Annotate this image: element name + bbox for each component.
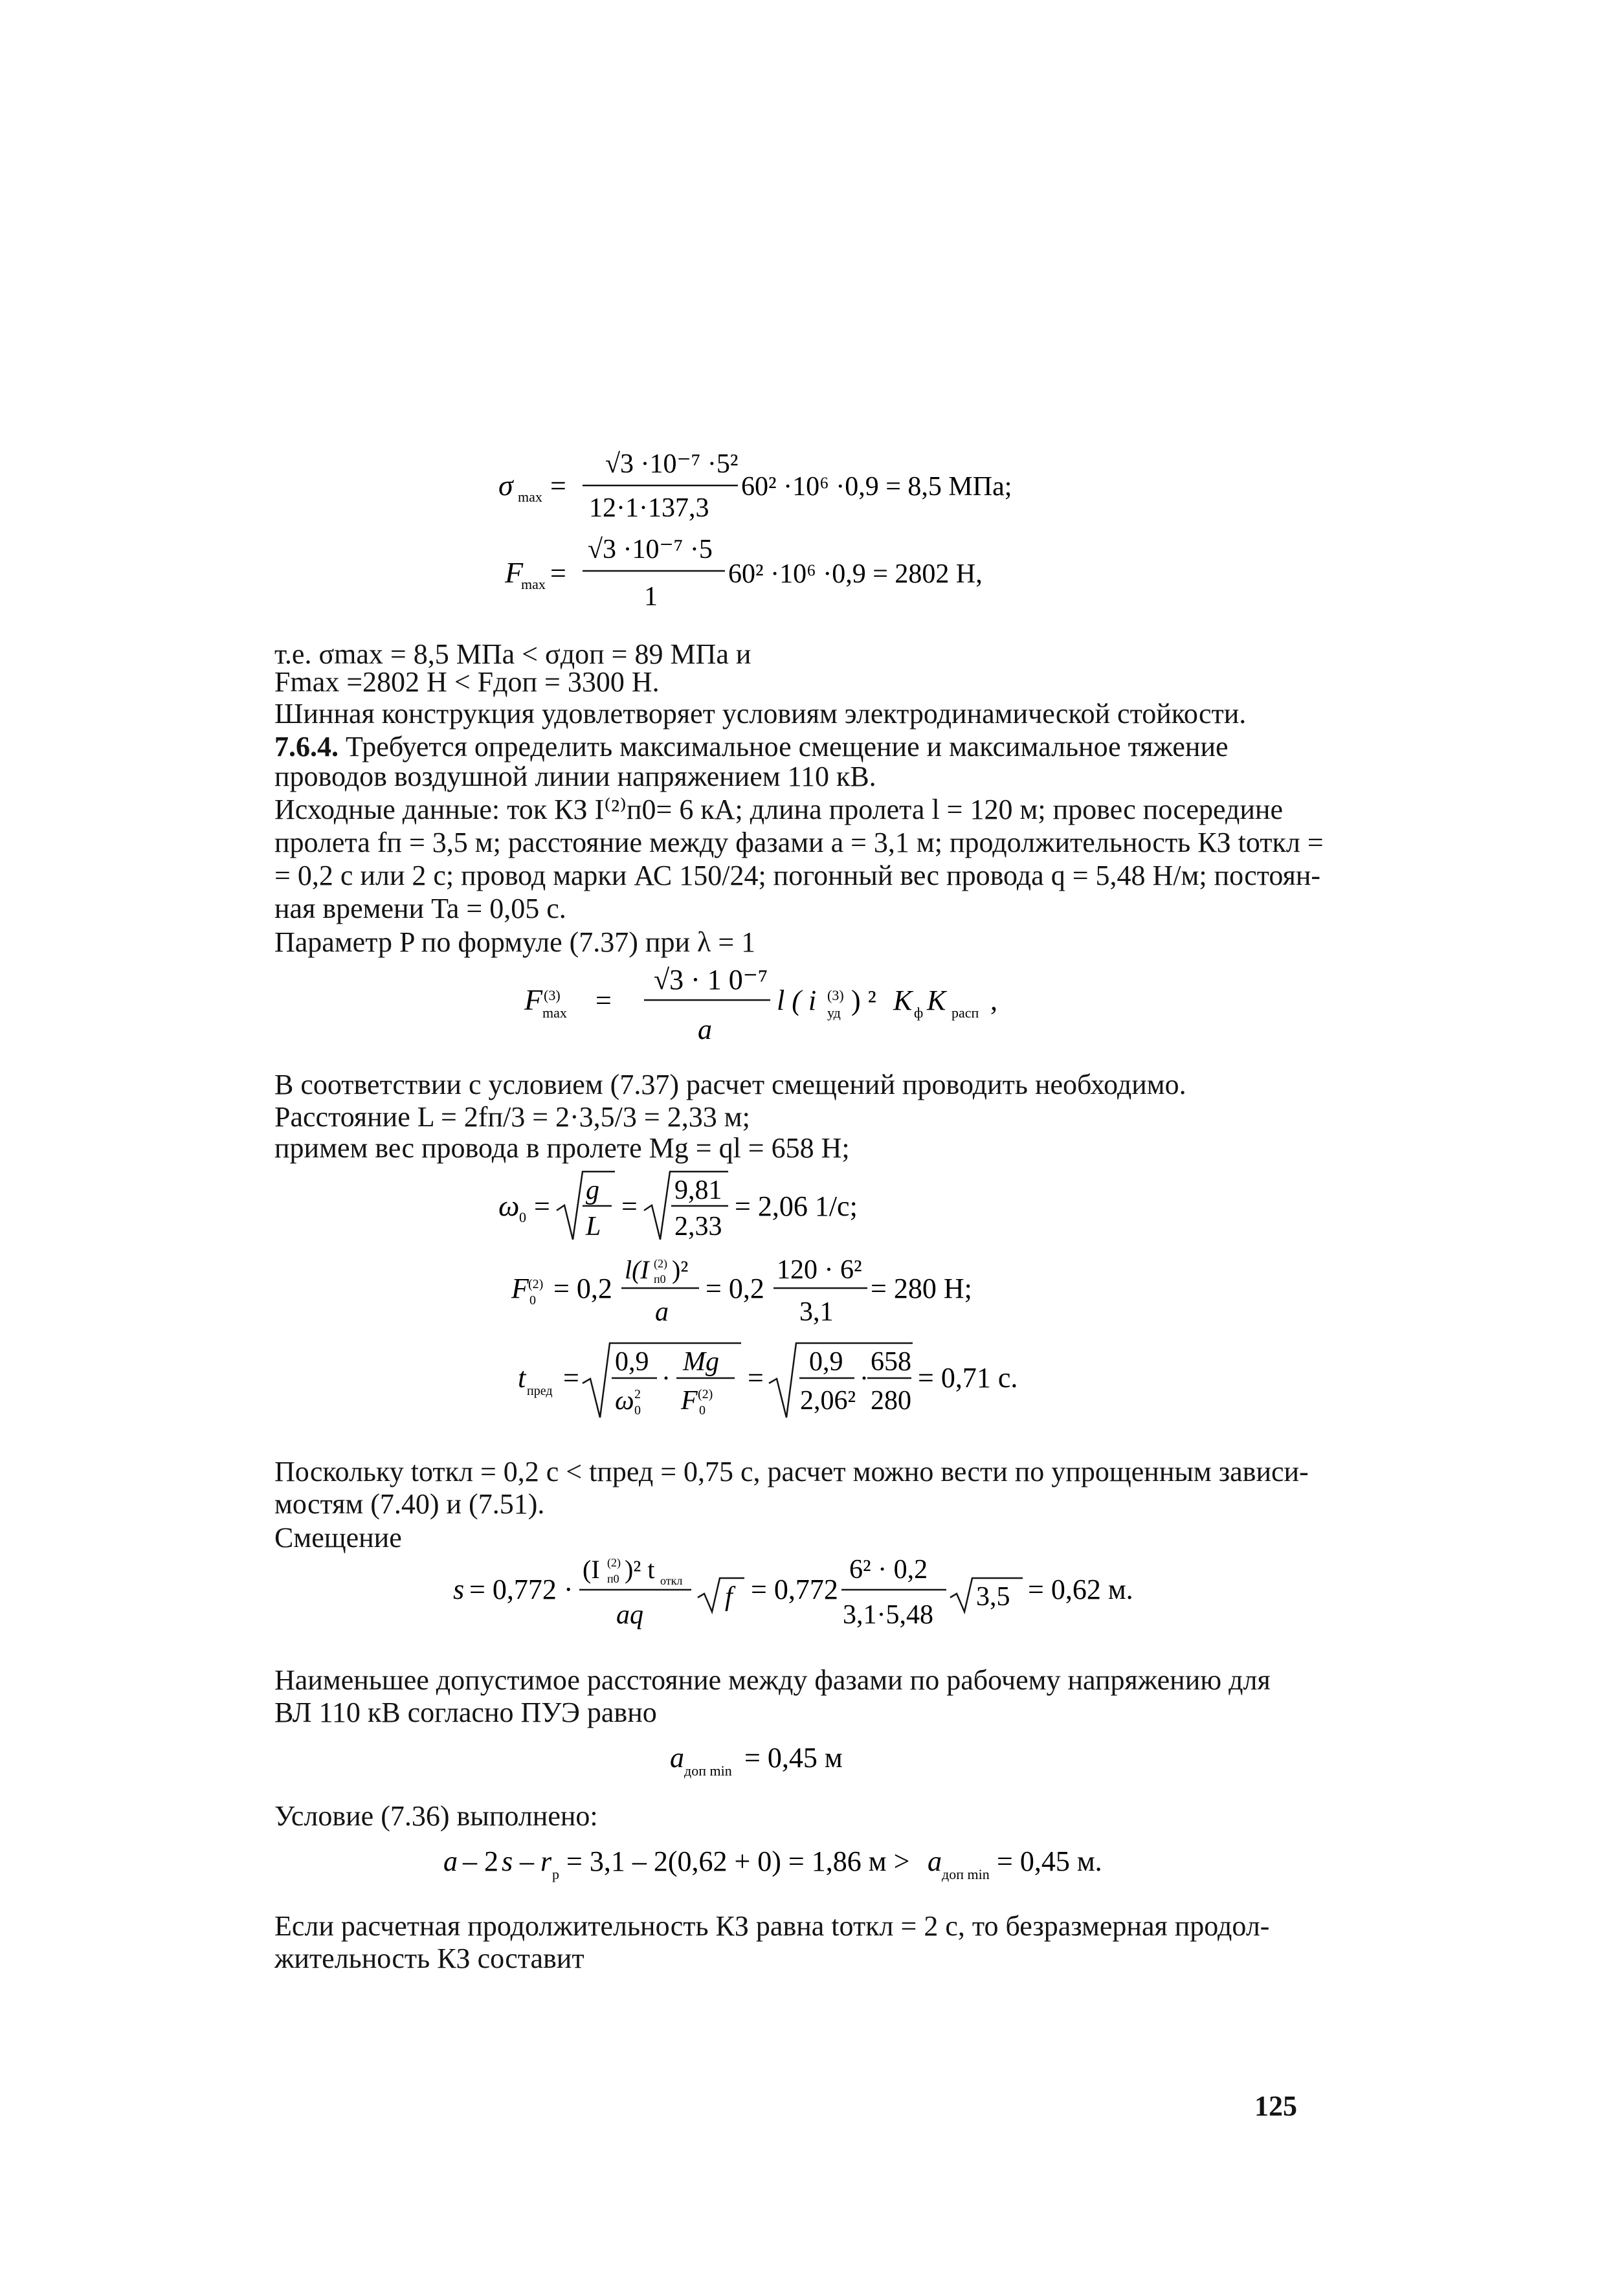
svg-text:= 0,62 м.: = 0,62 м. [1028, 1574, 1133, 1605]
text-line-13: примем вес провода в пролете Mg = ql = 658 Н; [274, 1132, 850, 1164]
svg-text:откл: откл [660, 1574, 683, 1587]
svg-text:max: max [521, 576, 546, 592]
svg-text:r: r [540, 1845, 552, 1877]
text-line-8: = 0,2 с или 2 с; провод марки АС 150/24; погонный вес провода q = 5,48 Н/м; постоян- [274, 860, 1321, 891]
svg-text:Mg: Mg [683, 1347, 719, 1377]
text-line-5: проводов воздушной линии напряжением 110 кВ. [274, 761, 876, 792]
svg-text:3,1·5,48: 3,1·5,48 [843, 1600, 933, 1630]
svg-text:658: 658 [871, 1347, 911, 1377]
svg-text:= 0,2: = 0,2 [553, 1273, 612, 1304]
equation-adop [670, 1738, 929, 1791]
svg-text:s: s [502, 1845, 513, 1877]
svg-text:280: 280 [871, 1386, 911, 1416]
text-line-17: Наименьшее допустимое расстояние между фазами по рабочему напряжению для [274, 1664, 1271, 1696]
text-line-11: В соответствии с условием (7.37) расчет смещений проводить необходимо. [274, 1069, 1186, 1100]
equation-sigma-max [492, 440, 1074, 532]
equation-tpred-svg [511, 1337, 1094, 1427]
text-line-10: Параметр P по формуле (7.37) при λ = 1 [274, 926, 756, 958]
svg-text:=: = [534, 1190, 550, 1222]
section-number: 7.6.4. [274, 731, 339, 763]
svg-text:–: – [520, 1845, 534, 1877]
text-line-15: мостям (7.40) и (7.51). [274, 1488, 545, 1520]
text-line-18: ВЛ 110 кВ согласно ПУЭ равно [274, 1697, 657, 1728]
svg-text:l(I: l(I [625, 1255, 649, 1284]
svg-text:K: K [893, 985, 913, 1016]
svg-text:√3 ·10⁻⁷ ·5²: √3 ·10⁻⁷ ·5² [605, 449, 739, 479]
svg-text:6² · 0,2: 6² · 0,2 [849, 1555, 928, 1585]
svg-text:(2): (2) [607, 1556, 621, 1569]
equation-f0 [511, 1249, 1094, 1341]
svg-text:120 · 6²: 120 · 6² [777, 1255, 862, 1285]
svg-text:·: · [860, 1364, 869, 1394]
svg-text:расп: расп [951, 1005, 979, 1021]
svg-text:р: р [552, 1866, 559, 1882]
text-line-19: Условие (7.36) выполнено: [274, 1800, 598, 1832]
svg-text:пред: пред [527, 1384, 553, 1398]
svg-text:·: · [662, 1364, 671, 1394]
svg-text:2,33: 2,33 [674, 1212, 722, 1242]
svg-text:=: = [595, 985, 612, 1016]
equation-omega0 [492, 1165, 1010, 1257]
text-line-9: ная времени Ta = 0,05 с. [274, 893, 566, 924]
equation-s [453, 1547, 1165, 1645]
text-line-16: Смещение [274, 1522, 402, 1554]
equation-adop-svg [670, 1738, 929, 1783]
svg-text:(2): (2) [698, 1387, 713, 1401]
svg-text:3,1: 3,1 [799, 1297, 834, 1327]
equation-condition-svg [443, 1842, 1220, 1887]
svg-text:t: t [518, 1362, 526, 1394]
equation-tpred [511, 1337, 1094, 1435]
page-number: 125 [1254, 2090, 1297, 2122]
text-line-6: Исходные данные: ток КЗ I⁽²⁾п0= 6 кА; длина пролета l = 120 м; провес посередине [274, 794, 1283, 825]
svg-text:= 0,772: = 0,772 [751, 1574, 838, 1605]
svg-text:L: L [586, 1212, 601, 1242]
svg-text:0: 0 [699, 1403, 706, 1418]
svg-text:0: 0 [519, 1209, 526, 1225]
equation-f-max-svg [492, 524, 1074, 615]
svg-text:) ²: ) ² [851, 985, 876, 1016]
svg-text:(2): (2) [528, 1277, 544, 1291]
svg-text:= 0,71 с.: = 0,71 с. [918, 1362, 1018, 1394]
equation-f3-max [511, 964, 1094, 1063]
svg-text:F: F [505, 556, 524, 589]
equation-omega0-svg [492, 1165, 1010, 1249]
equation-sigma-max-svg [492, 440, 1074, 524]
svg-text:,: , [990, 985, 997, 1016]
svg-text:)² t: )² t [625, 1555, 655, 1584]
svg-text:a: a [670, 1742, 684, 1774]
svg-text:доп min: доп min [684, 1763, 732, 1779]
text-line-4 [274, 730, 1297, 764]
svg-text:F: F [511, 1273, 529, 1304]
svg-text:s: s [453, 1574, 465, 1605]
svg-text:2,06²: 2,06² [800, 1386, 856, 1416]
svg-text:п0: п0 [607, 1572, 619, 1585]
svg-text:1: 1 [644, 582, 658, 612]
svg-text:F: F [524, 983, 543, 1016]
svg-text:9,81: 9,81 [674, 1175, 722, 1205]
svg-text:=: = [621, 1190, 638, 1222]
svg-text:aq: aq [616, 1600, 643, 1630]
svg-text:g: g [586, 1175, 599, 1205]
svg-text:ω: ω [498, 1189, 520, 1222]
svg-text:= 0,772 ·: = 0,772 · [469, 1574, 573, 1605]
svg-text:a: a [443, 1845, 458, 1877]
text-line-1: т.е. σmax = 8,5 МПа < σдоп = 89 МПа и [274, 638, 751, 670]
text-line-7: пролета fп = 3,5 м; расстояние между фазами a = 3,1 м; продолжительность КЗ tоткл = [274, 827, 1324, 858]
equation-f-max [492, 524, 1074, 623]
svg-text:=: = [748, 1362, 764, 1394]
svg-text:12·1·137,3: 12·1·137,3 [589, 493, 709, 523]
svg-text:l ( i: l ( i [777, 985, 817, 1016]
svg-text:3,5: 3,5 [976, 1582, 1010, 1612]
svg-text:= 3,1 – 2(0,62 + 0) = 1,86 м >: = 3,1 – 2(0,62 + 0) = 1,86 м > [566, 1845, 910, 1877]
svg-text:= 0,2: = 0,2 [706, 1273, 764, 1304]
svg-text:=: = [563, 1362, 579, 1394]
svg-text:(3): (3) [544, 987, 561, 1003]
svg-text:0: 0 [634, 1403, 641, 1418]
svg-text:a: a [698, 1014, 712, 1045]
svg-text:2: 2 [634, 1387, 641, 1401]
svg-text:– 2: – 2 [463, 1845, 498, 1877]
svg-text:√3 · 1 0⁻⁷: √3 · 1 0⁻⁷ [654, 964, 768, 996]
svg-text:= 280 Н;: = 280 Н; [871, 1273, 972, 1304]
text-line-14: Поскольку tоткл = 0,2 с < tпред = 0,75 с, расчет можно вести по упрощенным зависи- [274, 1456, 1309, 1487]
svg-text:=: = [550, 470, 566, 502]
svg-text:ф: ф [914, 1005, 924, 1021]
svg-text:(3): (3) [827, 987, 844, 1003]
svg-text:0: 0 [529, 1293, 536, 1308]
svg-text:0,9: 0,9 [809, 1347, 843, 1377]
equation-s-svg [453, 1547, 1165, 1638]
svg-text:a: a [928, 1845, 942, 1877]
svg-text:п0: п0 [654, 1273, 666, 1286]
svg-text:f: f [725, 1582, 733, 1612]
text-line-3: Шинная конструкция удовлетворяет условиям электродинамической стойкости. [274, 698, 1247, 729]
svg-text:= 0,45 м.: = 0,45 м. [997, 1845, 1102, 1877]
equation-f0-svg [511, 1249, 1094, 1333]
svg-text:max: max [542, 1005, 567, 1021]
svg-text:F: F [681, 1386, 698, 1416]
svg-text:60² ·10⁶ ·0,9 = 2802 Н,: 60² ·10⁶ ·0,9 = 2802 Н, [728, 559, 983, 589]
svg-text:)²: )² [672, 1255, 689, 1284]
text-line-2: Fmax =2802 Н < Fдоп = 3300 Н. [274, 666, 660, 698]
svg-text:уд: уд [827, 1005, 841, 1021]
equation-f3-max-svg [511, 964, 1094, 1055]
svg-text:= 2,06 1/с;: = 2,06 1/с; [735, 1190, 858, 1222]
text-line-21: жительность КЗ составит [274, 1943, 584, 1974]
svg-text:доп min: доп min [942, 1866, 990, 1882]
svg-text:σ: σ [498, 469, 513, 502]
svg-text:max: max [518, 489, 542, 505]
svg-text:a: a [655, 1297, 669, 1327]
svg-text:=: = [550, 557, 566, 589]
svg-text:0,9: 0,9 [615, 1347, 649, 1377]
text-line-20: Если расчетная продолжительность КЗ равна tоткл = 2 с, то безразмерная продол- [274, 1910, 1270, 1942]
svg-text:√3 ·10⁻⁷ ·5: √3 ·10⁻⁷ ·5 [588, 535, 713, 564]
svg-text:60² ·10⁶ ·0,9 = 8,5 МПа;: 60² ·10⁶ ·0,9 = 8,5 МПа; [741, 472, 1012, 502]
svg-text:ω: ω [615, 1386, 634, 1416]
svg-text:(I: (I [583, 1555, 600, 1584]
svg-text:K: K [927, 985, 946, 1016]
equation-condition [443, 1842, 1220, 1895]
text-line-12: Расстояние L = 2fп/3 = 2·3,5/3 = 2,33 м; [274, 1101, 750, 1133]
section-heading-text: Требуется определить максимальное смещение и максимальное тяжение [339, 731, 1229, 763]
svg-text:(2): (2) [654, 1257, 667, 1270]
svg-text:= 0,45 м: = 0,45 м [744, 1742, 843, 1774]
